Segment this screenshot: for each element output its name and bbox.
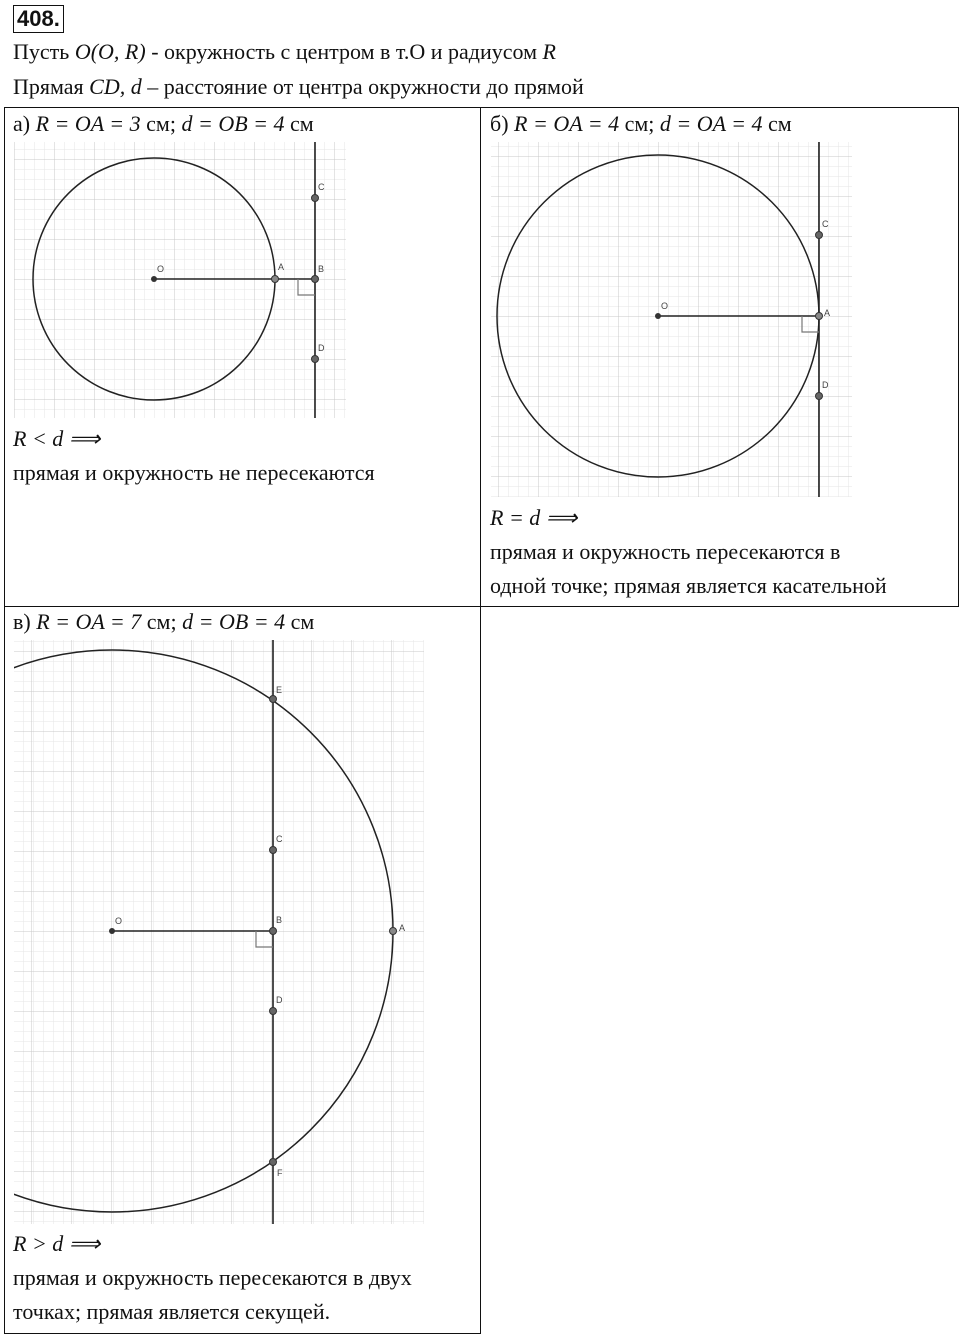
case-b-conclusion	[490, 501, 887, 603]
intro-text: – расстояние от центра окружности до прямой	[141, 74, 584, 99]
point-c	[312, 195, 319, 202]
circle-notation: O(O, R)	[74, 39, 146, 64]
point-c	[816, 232, 823, 239]
relation-text: R = d ⟹	[490, 505, 578, 530]
diagram-b	[491, 142, 852, 497]
label-d: D	[276, 995, 283, 1005]
intro-line-1	[13, 38, 556, 66]
case-label: в)	[13, 609, 31, 634]
label-a: A	[824, 308, 831, 318]
conclusion-text: прямая и окружность не пересекаются	[13, 460, 375, 485]
point-d	[270, 1008, 277, 1015]
unit: см	[285, 609, 315, 634]
point-a	[816, 313, 823, 320]
problem-number: 408.	[13, 5, 64, 33]
diagram-c	[14, 640, 424, 1224]
point-o	[655, 313, 661, 319]
unit: см;	[141, 609, 177, 634]
case-a-conclusion	[13, 422, 375, 490]
line-notation: CD, d	[89, 74, 142, 99]
intro-text: Пусть	[13, 39, 75, 64]
relation	[13, 1227, 412, 1261]
intro-text: Прямая	[13, 74, 90, 99]
condition-radius: R = OA = 7	[36, 609, 142, 634]
conclusion-text: прямая и окружность пересекаются в	[490, 539, 841, 564]
point-c	[270, 847, 277, 854]
point-f	[270, 1159, 277, 1166]
label-a: A	[399, 923, 406, 933]
label-b: B	[276, 915, 283, 925]
point-o	[151, 276, 157, 282]
case-b-title	[490, 110, 792, 138]
relation	[13, 422, 375, 456]
label-b: B	[318, 264, 325, 274]
point-a	[390, 928, 397, 935]
label-e: E	[276, 685, 283, 695]
label-c: C	[318, 182, 325, 192]
relation-text: R > d ⟹	[13, 1231, 101, 1256]
diagram-a	[14, 142, 346, 418]
unit: см;	[619, 111, 655, 136]
point-e	[270, 696, 277, 703]
unit: см	[284, 111, 314, 136]
label-d: D	[318, 343, 325, 353]
label-o: O	[115, 916, 123, 926]
case-label: а)	[13, 111, 31, 136]
case-c-title	[13, 608, 314, 636]
intro-line-2	[13, 73, 584, 101]
label-a: A	[278, 262, 285, 272]
radius-var: R	[542, 39, 556, 64]
point-d	[816, 393, 823, 400]
unit: см	[762, 111, 792, 136]
condition-radius: R = OA = 3	[35, 111, 141, 136]
label-o: O	[157, 264, 165, 274]
conclusion-text: прямая и окружность пересекаются в двух	[13, 1265, 412, 1290]
label-c: C	[276, 834, 283, 844]
label-d: D	[822, 380, 829, 390]
relation-text: R < d ⟹	[13, 426, 101, 451]
label-c: C	[822, 219, 829, 229]
point-b	[270, 928, 277, 935]
intro-text: - окружность с центром в т.О и радиусом	[145, 39, 543, 64]
relation	[490, 501, 887, 535]
condition-distance: d = OB = 4	[182, 609, 286, 634]
conclusion-text: точках; прямая является секущей.	[13, 1299, 331, 1324]
case-c-conclusion	[13, 1227, 412, 1329]
label-f: F	[277, 1168, 283, 1178]
unit: см;	[140, 111, 176, 136]
point-o	[109, 928, 115, 934]
point-b	[312, 276, 319, 283]
case-a-title	[13, 110, 314, 138]
label-o: O	[661, 301, 669, 311]
condition-radius: R = OA = 4	[514, 111, 620, 136]
point-a	[272, 276, 279, 283]
conclusion-text: одной точке; прямая является касательной	[490, 573, 887, 598]
point-d	[312, 356, 319, 363]
condition-distance: d = OB = 4	[181, 111, 285, 136]
condition-distance: d = OA = 4	[659, 111, 763, 136]
case-label: б)	[490, 111, 509, 136]
